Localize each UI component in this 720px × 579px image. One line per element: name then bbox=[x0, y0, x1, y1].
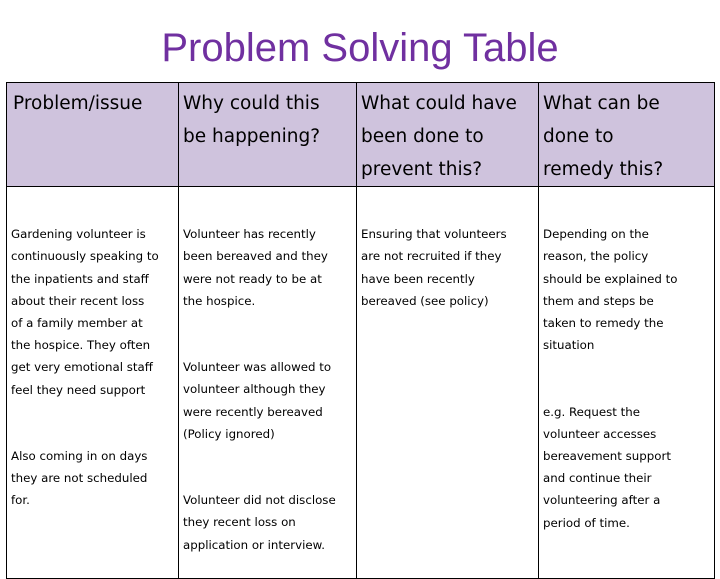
problem-solving-table bbox=[6, 82, 715, 579]
header-why-happening: Why could this be happening? bbox=[183, 93, 321, 147]
problem-text-extra: Also coming in on days they are not scheduled for. bbox=[11, 449, 148, 508]
header-prevent: What could have been done to prevent this? bbox=[361, 93, 517, 180]
remedy-example: e.g. Request the volunteer accesses bereavement support and continue their volunteering after a period of time. bbox=[543, 404, 671, 530]
cell-problem bbox=[7, 187, 179, 579]
header-cell-problem bbox=[7, 83, 179, 187]
header-problem-issue: Problem/issue bbox=[13, 93, 143, 114]
table-row bbox=[7, 187, 715, 579]
header-remedy: What can be done to remedy this? bbox=[543, 93, 664, 180]
problem-text: Gardening volunteer is continuously speaking to the inpatients and staff about their recent loss of a family member at the hospice. They often get very emotional staff feel they need support bbox=[11, 227, 159, 397]
header-cell-prevent bbox=[357, 83, 539, 187]
cell-remedy bbox=[539, 187, 715, 579]
why-reason-2: Volunteer was allowed to volunteer although they were recently bereaved (Policy ignored) bbox=[183, 360, 332, 441]
remedy-text: Depending on the reason, the policy should be explained to them and steps be taken to remedy the situation bbox=[543, 227, 678, 353]
page-title: Problem Solving Table bbox=[161, 26, 559, 70]
header-cell-remedy bbox=[539, 83, 715, 187]
why-reason-3: Volunteer did not disclose they recent loss on application or interview. bbox=[183, 493, 336, 552]
cell-why bbox=[179, 187, 357, 579]
table-header-row bbox=[7, 83, 715, 187]
why-reason-1: Volunteer has recently been bereaved and they were not ready to be at the hospice. bbox=[183, 227, 328, 308]
cell-prevent bbox=[357, 187, 539, 579]
header-cell-why bbox=[179, 83, 357, 187]
prevent-text: Ensuring that volunteers are not recruited if they have been recently bereaved (see policy) bbox=[361, 227, 507, 308]
